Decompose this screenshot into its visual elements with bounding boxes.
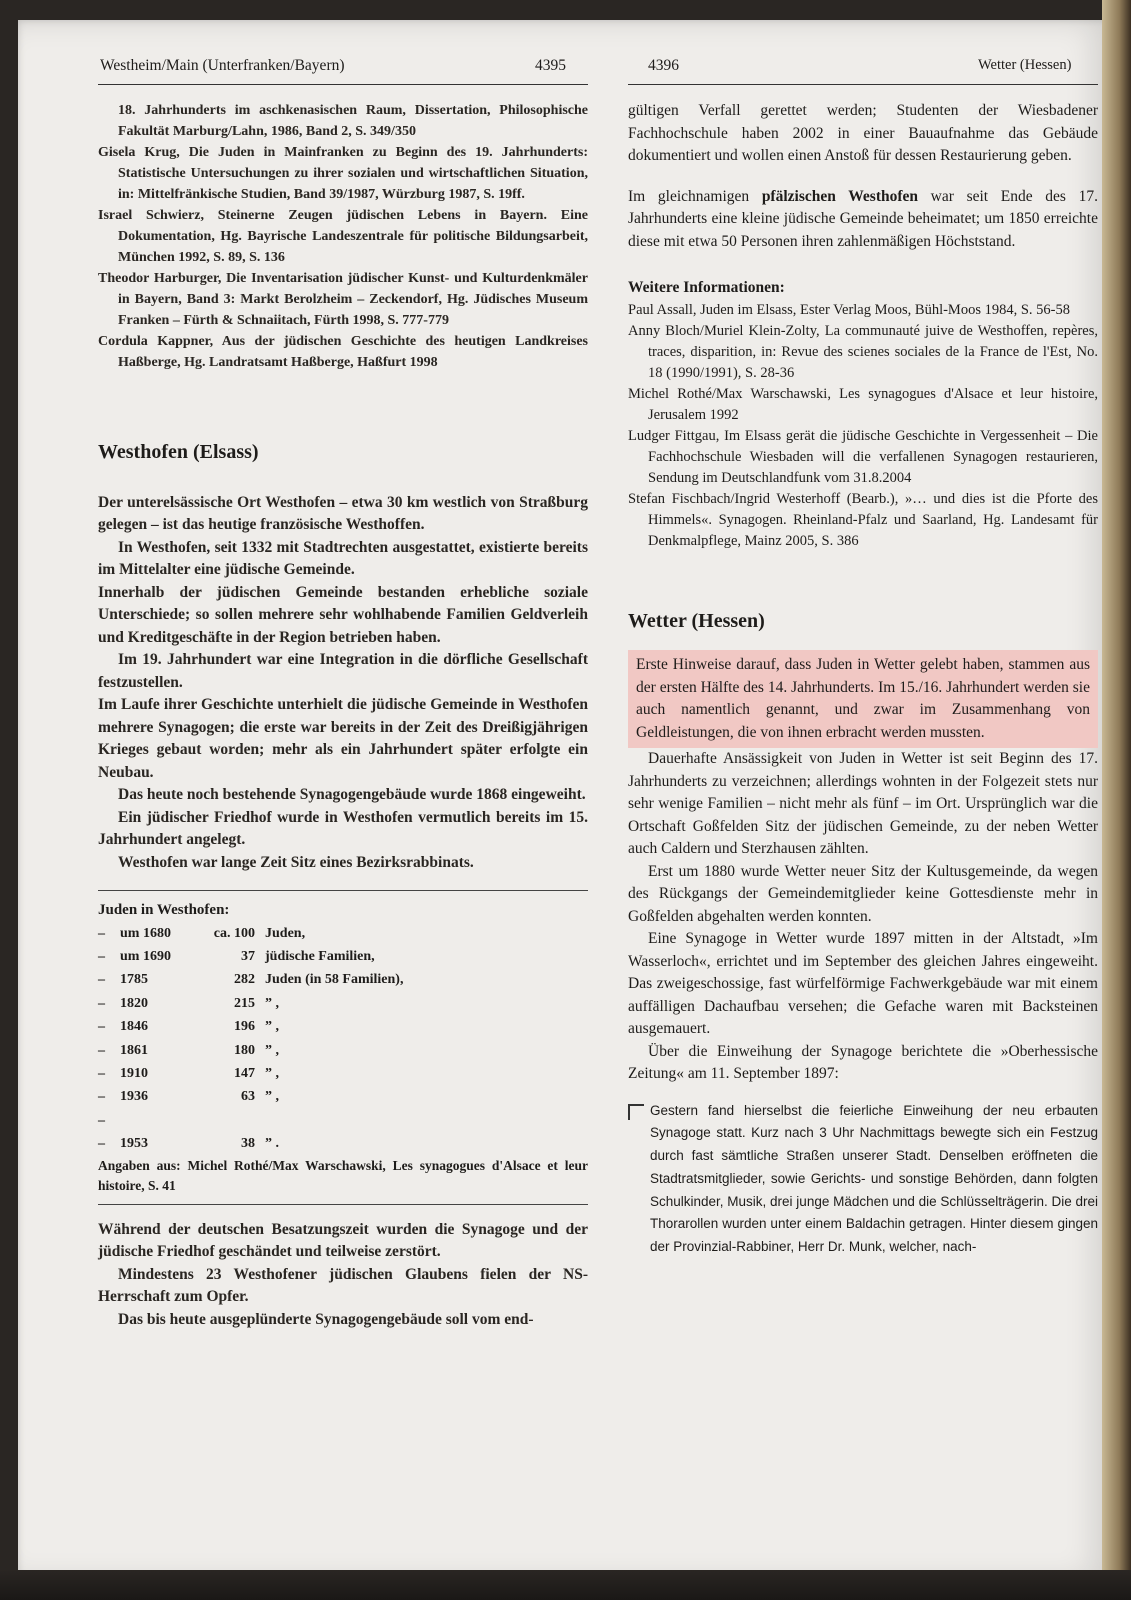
section-title-wetter: Wetter (Hessen) <box>628 609 765 632</box>
westhofen-after-text <box>98 1219 588 1332</box>
paragraph: Im Laufe ihrer Geschichte unterhielt die jüdische Gemeinde in Westhofen mehrere Synagogen; die erste war bereits in der Zeit des Dreißigjährigen Krieges gebaut worden; mehr als ein Jahrhundert später erfolgte ein Neubau. <box>98 696 588 781</box>
paragraph: Mindestens 23 Westhofener jüdischen Glaubens fielen der NS-Herrschaft zum Opfer. <box>98 1265 588 1306</box>
header-rule-left <box>98 84 588 85</box>
paragraph: Während der deutschen Besatzungszeit wurden die Synagoge und der jüdische Friedhof geschändet und teilweise zerstört. <box>98 1220 588 1261</box>
reference-item: Gisela Krug, Die Juden in Mainfranken zu Beginn des 19. Jahrhunderts: Statistische Untersuchungen zu ihrer sozialen und wirtschaftlichen Situation, in: Mittelfränkische Studien, Band 39/1987, Würzburg 1987, S. 19ff. <box>98 145 588 202</box>
table-row: – 1953 38 ” . <box>98 1136 279 1152</box>
further-info-title: Weitere Informationen: <box>628 279 785 296</box>
reference-item: Theodor Harburger, Die Inventarisation jüdischer Kunst- und Kulturdenkmäler in Bayern, Band 3: Markt Berolzheim – Zeckendorf, Hg. Jüdisches Museum Franken – Fürth & Schnaiitach, Fürth 1998, S. 777-779 <box>98 271 588 328</box>
paragraph: Erst um 1880 wurde Wetter neuer Sitz der Kultusgemeinde, da wegen des Rückgangs der Gemeindemitglieder keine Gottesdienste mehr in Goßfelden abgehalten werden konnten. <box>628 862 1098 925</box>
paragraph: gültigen Verfall gerettet werden; Studenten der Wiesbadener Fachhochschule haben 2002 in einer Bauaufnahme das Gebäude dokumentiert und wollen einen Anstoß für dessen Restaurierung geben. <box>628 102 1098 164</box>
table-row: – 1861 180 ” , <box>98 1042 279 1058</box>
book-spine <box>1102 0 1131 1600</box>
paragraph: Ein jüdischer Friedhof wurde in Westhofen vermutlich bereits im 15. Jahrhundert angelegt. <box>98 808 588 848</box>
reference-item: Anny Bloch/Muriel Klein-Zolty, La communauté juive de Westhoffen, repères, traces, disparition, in: Revue des scienes sociales de la France de l'Est, No. 18 (1990/1991), S. 28-36 <box>628 322 1098 381</box>
table-row: – 1820 215 ” , <box>98 995 279 1011</box>
table-row: – <box>98 1112 105 1128</box>
bibliography-left <box>98 100 588 373</box>
paragraph: Der unterelsässische Ort Westhofen – etwa 30 km westlich von Straßburg gelegen – ist das heutige französische Westhoffen. <box>98 493 588 533</box>
table-source: Angaben aus: Michel Rothé/Max Warschawski, Les synagogues d'Alsace et leur histoire, S. 41 <box>98 1157 588 1193</box>
table-rule-top <box>98 890 588 891</box>
paragraph: In Westhofen, seit 1332 mit Stadtrechten ausgestattet, existierte bereits im Mittelalter eine jüdische Gemeinde. <box>98 538 588 578</box>
table-row: – 1785 282 Juden (in 58 Familien), <box>98 972 404 988</box>
reference-item: Michel Rothé/Max Warschawski, Les synagogues d'Alsace et leur histoire, Jerusalem 1992 <box>628 385 1098 423</box>
paragraph: Eine Synagoge in Wetter wurde 1897 mitten in der Altstadt, »Im Wasserloch«, errichtet und im September des gleichen Jahres eingeweiht. Das zweigeschossige, fast würfelförmige Fachwerkgebäude war mit einem auffälligen Dachaufbau versehen; die Gefache waren mit Backsteinen ausgemauert. <box>628 930 1098 1037</box>
table-row: – 1936 63 ” , <box>98 1089 279 1105</box>
bibliography-right <box>628 300 1098 552</box>
table-row: – um 1680 ca. 100 Juden, <box>98 925 306 941</box>
page-number-left: 4395 <box>535 57 566 74</box>
running-header-left: Westheim/Main (Unterfranken/Bayern) <box>100 57 345 74</box>
reference-item: Stefan Fischbach/Ingrid Westerhoff (Bearb.), »… und dies ist die Pforte des Himmels«. Synagogen. Rheinland-Pfalz und Saarland, Hg. Landesamt für Denkmalpflege, Mainz 2005, S. 386 <box>628 490 1098 549</box>
quote-mark-icon <box>628 1104 644 1120</box>
highlighted-paragraph: Erste Hinweise darauf, dass Juden in Wetter gelebt haben, stammen aus der ersten Hälfte des 14. Jahrhunderts. Im 15./16. Jahrhundert werden sie auch namentlich genannt, und zwar im Zusammenhang von Geldleistungen, die von ihnen erbracht werden mussten. <box>628 650 1098 748</box>
population-table <box>98 922 588 1156</box>
reference-item: Paul Assall, Juden im Elsass, Ester Verlag Moos, Bühl-Moos 1984, S. 56-58 <box>628 301 1070 318</box>
section-title-westhofen: Westhofen (Elsass) <box>98 441 259 463</box>
paragraph-pfalz-westhofen: Im gleichnamigen pfälzischen Westhofen war seit Ende des 17. Jahrhunderts eine kleine jüdische Gemeinde beheimatet; um 1850 erreichte diese mit etwa 50 Personen ihren zahlenmäßigen Höchststand. <box>628 187 1098 250</box>
paragraph: Das heute noch bestehende Synagogengebäude wurde 1868 eingeweiht. <box>118 786 586 803</box>
reference-item: Ludger Fittgau, Im Elsass gerät die jüdische Geschichte in Vergessenheit – Die Fachhochschule Wiesbaden will die verfallenen Synagogen restaurieren, Sendung im Deutschlandfunk vom 31.8.2004 <box>628 427 1098 486</box>
table-row: – 1910 147 ” , <box>98 1065 279 1081</box>
header-rule-right <box>628 84 1098 85</box>
westhofen-text <box>98 492 588 875</box>
paragraph: Im 19. Jahrhundert war eine Integration in die dörfliche Gesellschaft festzustellen. <box>98 651 588 691</box>
table-rule-bottom <box>98 1204 588 1205</box>
paragraph: Dauerhafte Ansässigkeit von Juden in Wetter ist seit Beginn des 17. Jahrhunderts zu verzeichnen; allerdings wohnten in der Folgezeit stets nur sehr wenige Familien – nicht mehr als fünf – im Ort. Ursprünglich war die Ortschaft Goßfelden Sitz der jüdischen Gemeinde, zu der neben Wetter auch Caldern und Sterzhausen zählten. <box>628 750 1098 857</box>
reference-item: 18. Jahrhunderts im aschkenasischen Raum, Dissertation, Philosophische Fakultät Marburg/Lahn, 1986, Band 2, S. 349/350 <box>118 103 588 139</box>
reference-item: Cordula Kappner, Aus der jüdischen Geschichte des heutigen Landkreises Haßberge, Hg. Landratsamt Haßberge, Haßfurt 1998 <box>98 334 588 370</box>
paragraph: Innerhalb der jüdischen Gemeinde bestanden erhebliche soziale Unterschiede; so sollen mehrere sehr wohlhabende Familien Geldverleih und Kreditgeschäfte in der Region betrieben haben. <box>98 583 588 646</box>
running-header-right: Wetter (Hessen) <box>978 57 1072 73</box>
bold-term: pfälzischen Westhofen <box>761 187 919 205</box>
right-column <box>628 100 1098 1259</box>
page-number-right: 4396 <box>648 57 679 74</box>
paragraph: Westhofen war lange Zeit Sitz eines Bezirksrabbinats. <box>118 853 474 871</box>
paragraph: Das bis heute ausgeplünderte Synagogengebäude soll vom end- <box>118 1310 534 1328</box>
table-row: – 1846 196 ” , <box>98 1019 279 1035</box>
left-column <box>98 100 588 1331</box>
newspaper-quote: Gestern fand hierselbst die feierliche Einweihung der neu erbauten Synagoge statt. Kurz nach 3 Uhr Nachmittags bewegte sich ein Festzug durch fast sämtliche Straßen unserer Stadt. Denselben eröffneten die Stadtratsmitglieder, sowie Gerichts- und sonstige Behörden, dann folgten Schulkinder, Musik, drei junge Mädchen und die Schlüsselträgerin. Die drei Thorarollen wurden unter einem Baldachin getragen. Hinter diesem gingen der Provinzial-Rabbiner, Herr Dr. Munk, welcher, nach- <box>628 1100 1098 1260</box>
reference-item: Israel Schwierz, Steinerne Zeugen jüdischen Lebens in Bayern. Eine Dokumentation, Hg. Bayrische Landeszentrale für politische Bildungsarbeit, München 1992, S. 89, S. 136 <box>98 208 588 265</box>
bottom-edge <box>0 1570 1131 1600</box>
paragraph: Über die Einweihung der Synagoge berichtete die »Oberhessische Zeitung« am 11. September 1897: <box>628 1042 1098 1082</box>
table-row: – um 1690 37 jüdische Familien, <box>98 948 375 964</box>
population-table-title: Juden in Westhofen: <box>98 902 230 918</box>
